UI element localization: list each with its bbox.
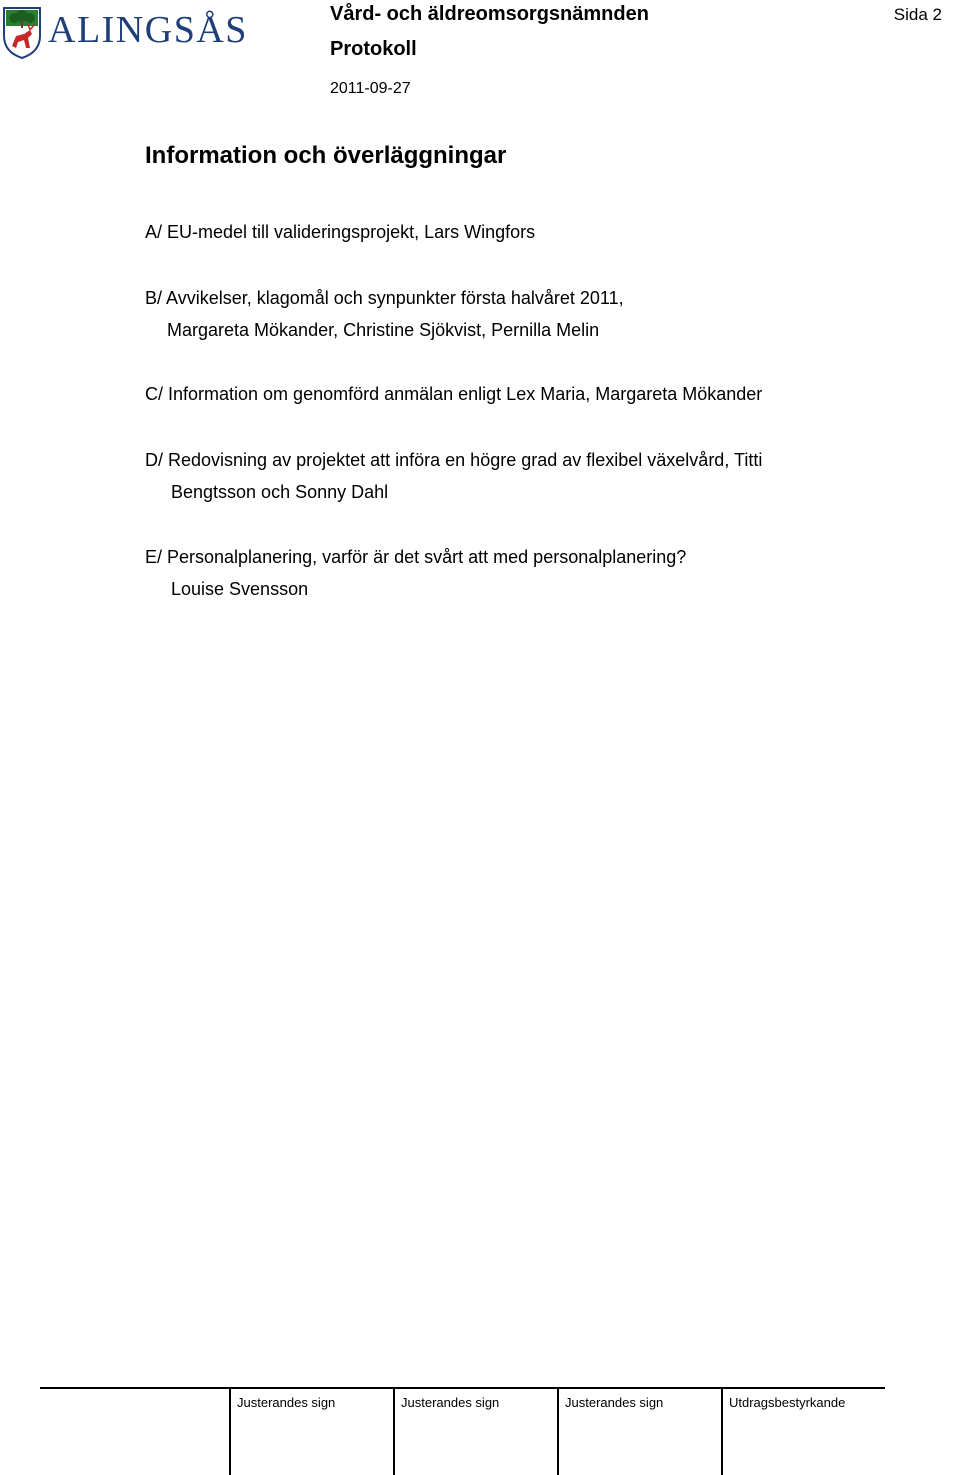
agenda-item-c bbox=[145, 378, 762, 410]
certification-cell: Utdragsbestyrkande bbox=[721, 1389, 885, 1475]
logo-wordmark: ALINGSÅS bbox=[48, 9, 248, 51]
document-type: Protokoll bbox=[330, 38, 417, 60]
section-heading: Information och överläggningar bbox=[145, 142, 507, 169]
agenda-item-e bbox=[145, 541, 686, 605]
agenda-item-line: E/ Personalplanering, varför är det svårt att med personalplanering? bbox=[145, 547, 687, 567]
page-number: Sida 2 bbox=[893, 5, 942, 24]
agenda-item-b bbox=[145, 282, 624, 346]
signature-cell: Justerandes sign bbox=[229, 1389, 393, 1475]
agenda-item-line: A/ EU-medel till valideringsprojekt, Lars Wingfors bbox=[145, 222, 536, 242]
coat-of-arms-icon bbox=[2, 6, 42, 60]
agenda-item-line: D/ Redovisning av projektet att införa en högre grad av flexibel växelvård, Titti bbox=[145, 450, 763, 470]
committee-name: Vård- och äldreomsorgsnämnden bbox=[330, 3, 649, 25]
agenda-item-presenters: Louise Svensson bbox=[171, 579, 309, 599]
agenda-item-line: B/ Avvikelser, klagomål och synpunkter första halvåret 2011, bbox=[145, 288, 624, 308]
municipality-logo bbox=[2, 6, 254, 62]
agenda-item-a bbox=[145, 216, 535, 248]
agenda-item-d bbox=[145, 444, 762, 508]
agenda-item-line: C/ Information om genomförd anmälan enligt Lex Maria, Margareta Mökander bbox=[145, 384, 763, 404]
signature-cell: Justerandes sign bbox=[557, 1389, 721, 1475]
signature-cell: Justerandes sign bbox=[393, 1389, 557, 1475]
agenda-item-presenters: Bengtsson och Sonny Dahl bbox=[171, 482, 389, 502]
signature-table bbox=[40, 1387, 885, 1475]
agenda-item-presenters: Margareta Mökander, Christine Sjökvist, Pernilla Melin bbox=[167, 320, 600, 340]
document-date: 2011-09-27 bbox=[330, 80, 411, 97]
